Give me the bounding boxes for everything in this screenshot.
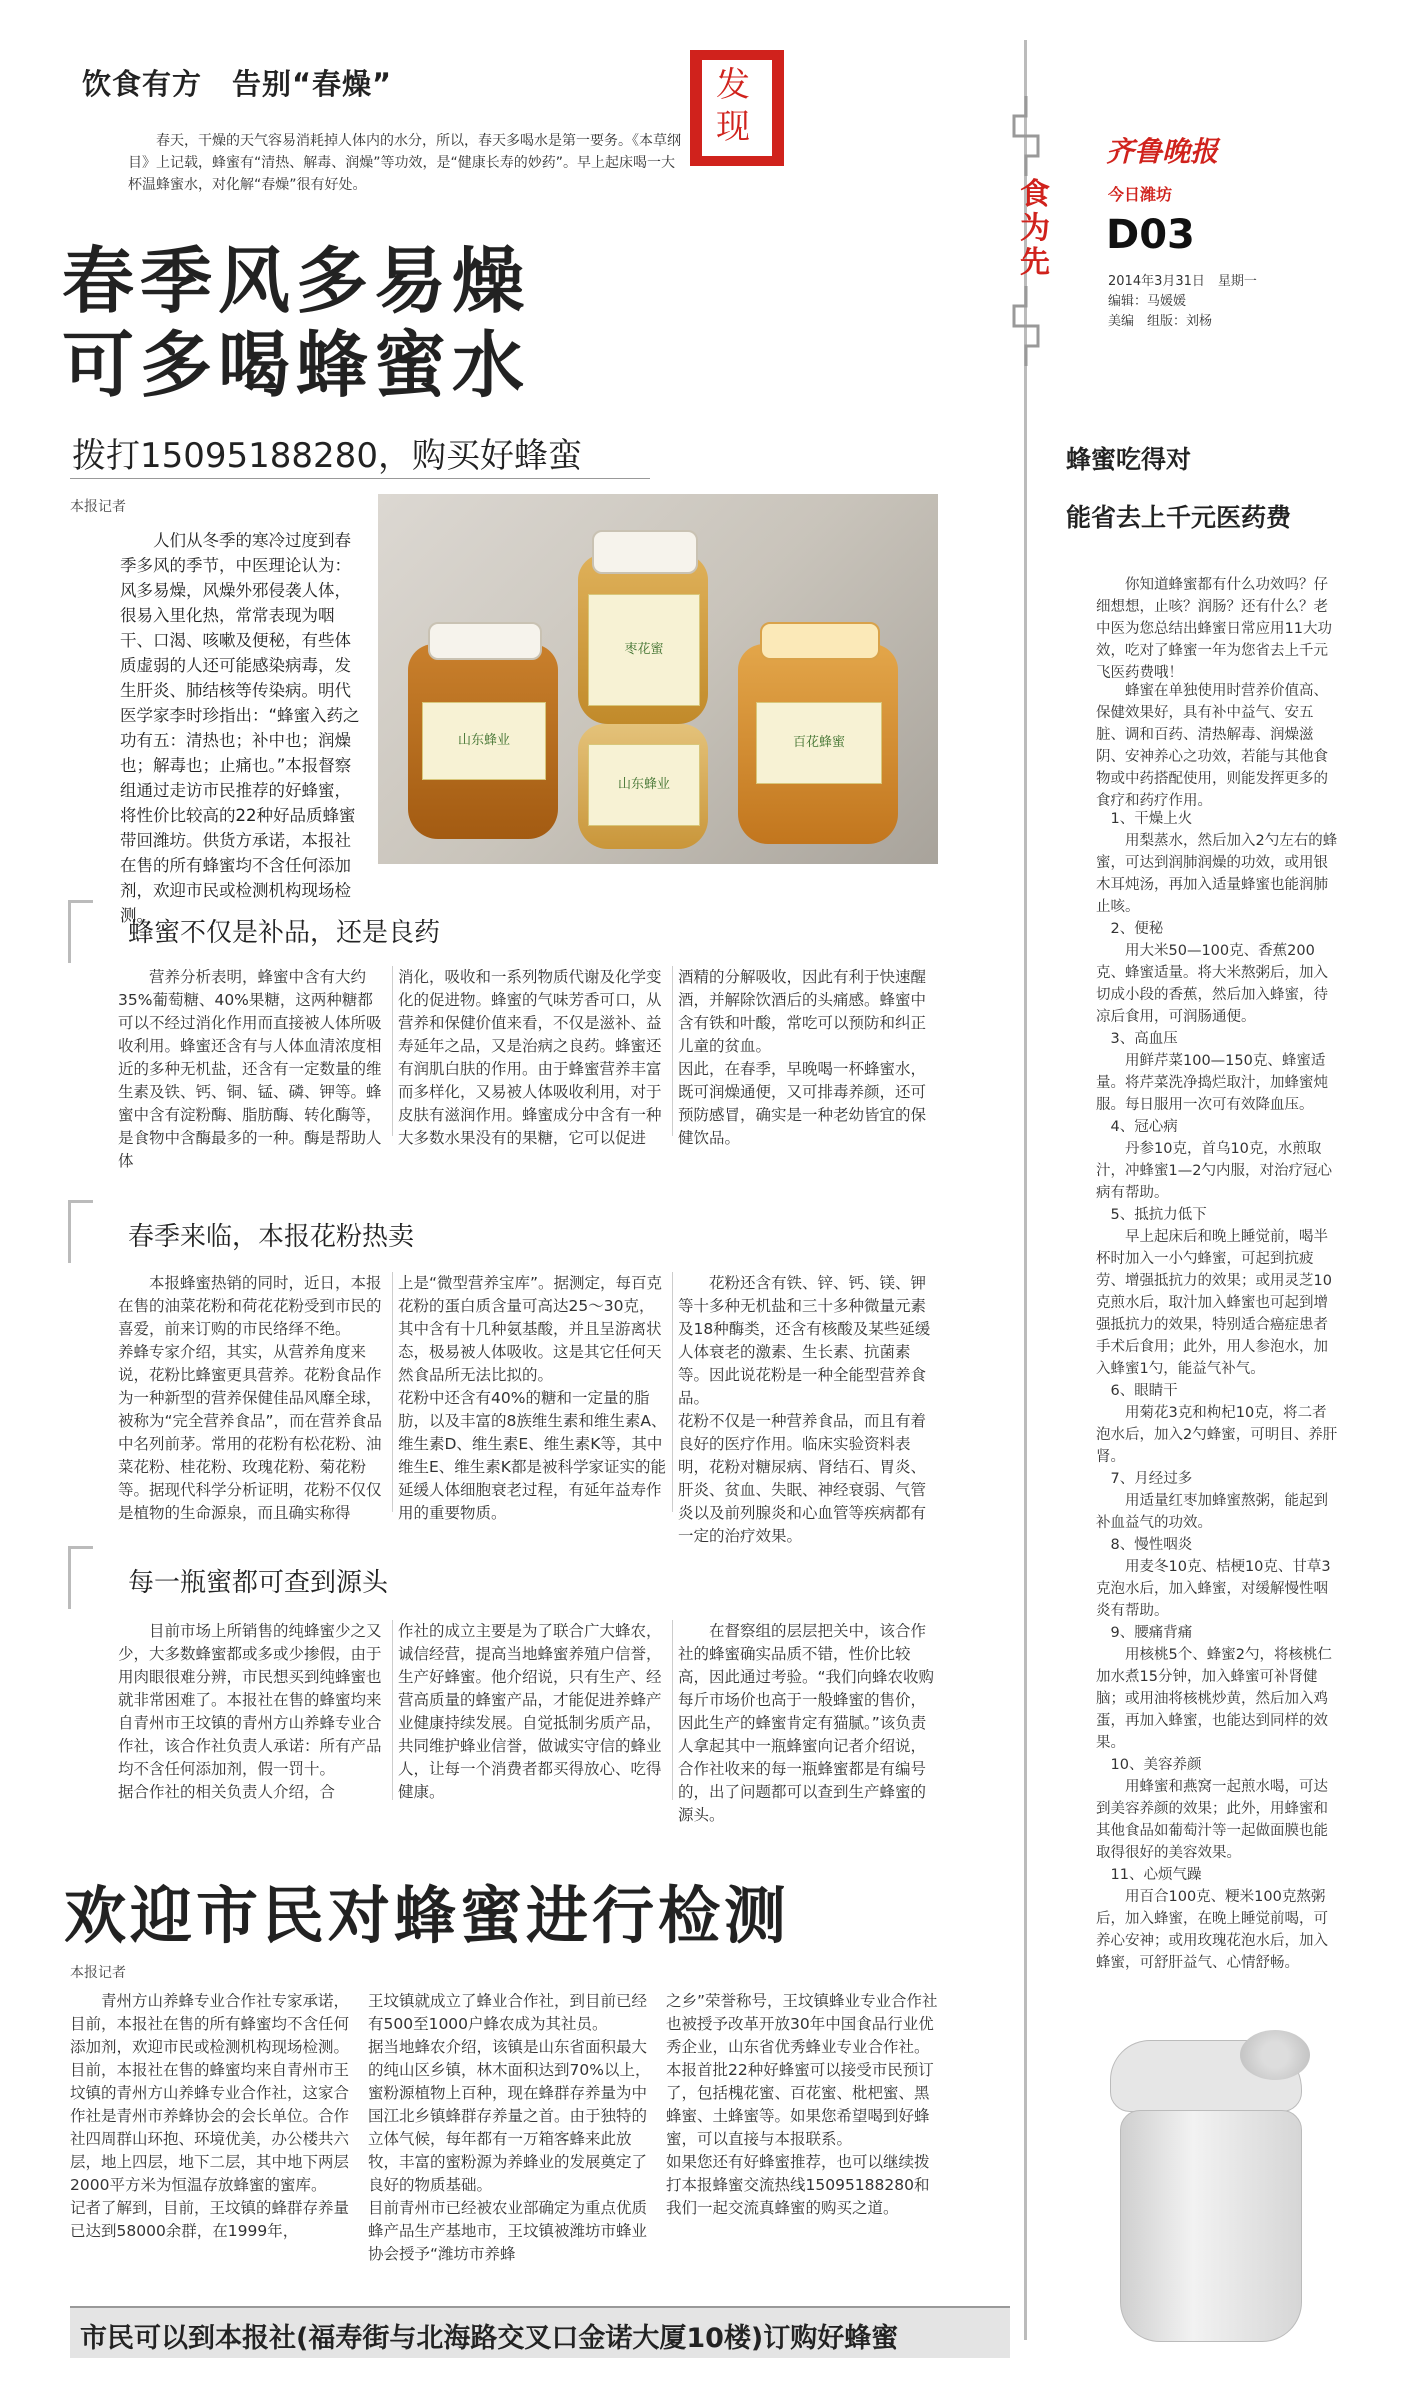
- footer-banner: [70, 2306, 1010, 2358]
- honey-product-photo: [378, 494, 938, 864]
- remedy-text: 用大米50—100克、香蕉200克、蜂蜜适量。将大米熬粥后，加入切成小段的香蕉，然后加入蜂蜜，待凉后食用，可润肠通便。: [1096, 943, 1328, 1025]
- kicker-title: 饮食有方 告别“春燥”: [82, 67, 393, 101]
- section1-col1-text: 营养分析表明，蜂蜜中含有大约35%葡萄糖、40%果糖，这两种糖都可以不经过消化作用而直接被人体所吸收利用。蜂蜜还含有与人体血清浓度相近的多种无机盐，还含有一定数量的维生素及铁、钙、铜、锰、磷、钾等。蜂蜜中含有淀粉酶、脂肪酶、转化酶等，是食物中含酶最多的一种。酶是帮助人体: [118, 968, 382, 1170]
- headline-line1: 春季风多易燥: [62, 239, 531, 323]
- section2-col2-text: 上是“微型营养宝库”。据测定，每百克花粉的蛋白质含量可高达25～30克，其中含有十几种氨基酸，并且呈游离状态，极易被人体吸收。这是其它任何天然食品所无法比拟的。 花粉中还含有40%的糖和一定量的脂肪，以及丰富的8族维生素和维生素A、维生素D、维生素E、维生素K等，其中维生E、维生素K都是被科学家证实的能延缓人体细胞衰老过程，有延年益寿作用的重要物质。: [398, 1274, 667, 1522]
- sidebar-title-1: 蜂蜜吃得对: [1066, 445, 1192, 474]
- headline-line2: 可多喝蜂蜜水: [62, 323, 531, 407]
- remedy-text: 用麦冬10克、桔梗10克、甘草3克泡水后，加入蜂蜜，对缓解慢性咽炎有帮助。: [1096, 1559, 1331, 1619]
- section2-col2: [398, 1272, 668, 1525]
- lead-text: 人们从冬季的寒冷过度到春季多风的季节，中医理论认为：风多易燥，风燥外邪侵袭人体，很易入里化热，常常表现为咽干、口渴、咳嗽及便秘，有些体质虚弱的人还可能感染病毒，发生肝炎、肺结核等传染病。明代医学家李时珍指出：“蜂蜜入药之功有五：清热也；补中也；润燥也；解毒也；止痛也。”本报督察组通过走访市民推荐的好蜂蜜，将性价比较高的22种好品质蜂蜜带回潍坊。供货方承诺，本报社在售的所有蜂蜜均不含任何添加剂，欢迎市民或检测机构现场检测。: [120, 531, 360, 925]
- remedy-text: 用鲜芹菜100—150克、蜂蜜适量。将芹菜洗净捣烂取汁，加蜂蜜炖服。每日服用一次可有效降血压。: [1096, 1053, 1328, 1113]
- sidebar-title-2: 能省去上千元医药费: [1066, 503, 1292, 532]
- remedy-title: 2、便秘: [1110, 921, 1164, 937]
- remedy-text: 用菊花3克和枸杞10克，将二者泡水后，加入2勺蜂蜜，可明目、养肝肾。: [1096, 1405, 1338, 1465]
- remedy-title: 9、腰痛背痛: [1110, 1625, 1193, 1641]
- remedy-title: 10、美容养颜: [1110, 1757, 1202, 1773]
- jar-label-right: 百花蜂蜜: [756, 702, 882, 784]
- section2-col3-text: 花粉还含有铁、锌、钙、镁、钾等十多种无机盐和三十多种微量元素及18种酶类，还含有核酸及某些延缓人体衰老的激素、生长素、抗菌素等。因此说花粉是一种全能型营养食品。 花粉不仅是一种营养食品，而且有着良好的医疗作用。临床实验资料表明，花粉对糖尿病、肾结石、胃炎、肝炎、贫血、失眠、神经衰弱、气管炎以及前列腺炎和心血管等疾病都有一定的治疗效果。: [678, 1274, 931, 1545]
- remedy-title: 3、高血压: [1110, 1031, 1178, 1047]
- remedy-text: 用蜂蜜和燕窝一起煎水喝，可达到美容养颜的效果；此外，用蜂蜜和其他食品如葡萄汁等一起做面膜也能取得很好的美容效果。: [1096, 1779, 1328, 1861]
- remedy-title: 11、心烦气躁: [1110, 1867, 1202, 1883]
- editor: 编辑：马媛媛: [1108, 294, 1187, 309]
- remedy-title: 4、冠心病: [1110, 1119, 1178, 1135]
- article2-col1-text: 青州方山养蜂专业合作社专家承诺，目前，本报社在售的所有蜂蜜均不含任何添加剂，欢迎市民或检测机构现场检测。 目前，本报社在售的蜂蜜均来自青州市王坟镇的青州方山养蜂专业合作社，这家合作社是青州市养蜂协会的会长单位。合作社四周群山环抱、环境优美，办公楼共六层，地上四层，地下二层，其中地下两层2000平方米为恒温存放蜂蜜的蜜库。 记者了解到，目前，王坟镇的蜂群存养量已达到58000余群，在1999年，: [70, 1992, 350, 2240]
- paper-name: 齐鲁晚报: [1106, 135, 1219, 168]
- section-title-1: 蜂蜜不仅是补品，还是良药: [128, 918, 441, 948]
- section1-col3: [678, 966, 940, 1150]
- section2-col3: [678, 1272, 940, 1548]
- remedy-title: 8、慢性咽炎: [1110, 1537, 1193, 1553]
- stamp-text: 发现: [716, 65, 750, 147]
- section1-col3-text: 酒精的分解吸收，因此有利于快速醒酒，并解除饮酒后的头痛感。蜂蜜中含有铁和叶酸，常吃可以预防和纠正儿童的贫血。 因此，在春季，早晚喝一杯蜂蜜水，既可润燥通便，又可排毒养颜，还可预防感冒，确实是一种老幼皆宜的保健饮品。: [678, 968, 927, 1147]
- section2-col1: [118, 1272, 388, 1525]
- subheadline: 拨打15095188280，购买好蜂蛮: [72, 436, 582, 476]
- section-title-2: 春季来临，本报花粉热卖: [128, 1222, 415, 1252]
- section3-col1-text: 目前市场上所销售的纯蜂蜜少之又少，大多数蜂蜜都或多或少掺假，由于用肉眼很难分辨，市民想买到纯蜂蜜也就非常困难了。本报社在售的蜂蜜均来自青州市王坟镇的青州方山养蜂专业合作社，该合作社负责人承诺：所有产品均不含任何添加剂，假一罚十。 据合作社的相关负责人介绍，合: [118, 1622, 382, 1801]
- remedy-title: 1、干燥上火: [1110, 811, 1193, 827]
- sidebar-remedy-list: [1096, 808, 1341, 1974]
- honey-jar-illustration: [1090, 2030, 1330, 2350]
- remedy-text: 用核桃5个、蜂蜜2勺，将核桃仁加水煮15分钟，加入蜂蜜可补肾健脑；或用油将核桃炒黄，然后加入鸡蛋，再加入蜂蜜，也能达到同样的效果。: [1096, 1647, 1332, 1751]
- jar-label-center: 枣花蜜: [588, 594, 700, 706]
- remedy-text: 丹参10克，首乌10克，水煎取汁，冲蜂蜜1—2勺内服，对治疗冠心病有帮助。: [1096, 1141, 1332, 1201]
- intro-paragraph: 春天，干燥的天气容易消耗掉人体内的水分，所以，春天多喝水是第一要务。《本草纲目》上记载，蜂蜜有“清热、解毒、润燥”等功效，是“健康长寿的妙药”。早上起床喝一大杯温蜂蜜水，对化解“春燥”很有好处。: [128, 133, 681, 193]
- article2-col1: [70, 1990, 358, 2243]
- jar-label-center-bottom: 山东蜂业: [588, 744, 700, 826]
- section3-col3-text: 在督察组的层层把关中，该合作社的蜂蜜确实品质不错，性价比较高，因此通过考验。“我们向蜂农收购每斤市场价也高于一般蜂蜜的售价，因此生产的蜂蜜肯定有猫腻。”该负责人拿起其中一瓶蜂蜜向记者介绍说，合作社收来的每一瓶蜂蜜都是有编号的，出了问题都可以查到生产蜂蜜的源头。: [678, 1622, 935, 1824]
- section3-col3: [678, 1620, 940, 1827]
- remedy-text: 用适量红枣加蜂蜜熬粥，能起到补血益气的功效。: [1096, 1493, 1328, 1531]
- section-title-3: 每一瓶蜜都可查到源头: [128, 1568, 389, 1598]
- article2-col2-text: 王坟镇就成立了蜂业合作社，到目前已经有500至1000户蜂农成为其社员。 据当地蜂农介绍，该镇是山东省面积最大的纯山区乡镇，林木面积达到70%以上，蜜粉源植物上百种，现在蜂群存养量为中国江北乡镇蜂群存养量之首。由于独特的立体气候，每年都有一万箱客蜂来此放牧，丰富的蜜粉源为养蜂业的发展奠定了良好的物质基础。 目前青州市已经被农业部确定为重点优质蜂产品生产基地市，王坟镇被潍坊市蜂业协会授予“潍坊市养蜂: [368, 1992, 651, 2263]
- remedy-title: 7、月经过多: [1110, 1471, 1193, 1487]
- section1-col1: [118, 966, 388, 1173]
- section3-col2: [398, 1620, 668, 1804]
- article2-col3-text: 之乡”荣誉称号，王坟镇蜂业专业合作社也被授予改革开放30年中国食品行业优秀企业，山东省优秀蜂业专业合作社。 本报首批22种好蜂蜜可以接受市民预订了，包括槐花蜜、百花蜜、枇杷蜜、黑蜂蜜、土蜂蜜等。如果您希望喝到好蜂蜜，可以直接与本报联系。 如果您还有好蜂蜜推荐，也可以继续拨打本报蜂蜜交流热线15095188280和我们一起交流真蜂蜜的购买之道。: [666, 1992, 938, 2217]
- sidebar-intro-2: 蜂蜜在单独使用时营养价值高、保健效果好，具有补中益气、安五脏、调和百药、清热解毒、润燥滋阴、安神养心之功效，若能与其他食物或中药搭配使用，则能发挥更多的食疗和药疗作用。: [1096, 683, 1328, 809]
- issue-date: 2014年3月31日 星期一: [1108, 274, 1257, 289]
- remedy-text: 早上起床后和晚上睡觉前，喝半杯时加入一小勺蜂蜜，可起到抗疲劳、增强抵抗力的效果；或用灵芝10克煎水后，取汁加入蜂蜜也可起到增强抵抗力的效果，特别适合癌症患者手术后食用；此外，用人参泡水，加入蜂蜜1勺，能益气补气。: [1096, 1229, 1332, 1377]
- column-name: 食为先: [1020, 177, 1050, 280]
- remedy-text: 用百合100克、粳米100克熬粥后，加入蜂蜜，在晚上睡觉前喝，可养心安神；或用玫瑰花泡水后，加入蜂蜜，可舒肝益气、心情舒畅。: [1096, 1889, 1328, 1971]
- article2-col3: [666, 1990, 940, 2220]
- section1-col2: [398, 966, 668, 1150]
- section3-col1: [118, 1620, 388, 1804]
- section2-col1-text: 本报蜂蜜热销的同时，近日，本报在售的油菜花粉和荷花花粉受到市民的喜爱，前来订购的市民络绎不绝。 养蜂专家介绍，其实，从营养角度来说，花粉比蜂蜜更具营养。花粉食品作为一种新型的营养保健佳品风靡全球，被称为“完全营养食品”，而在营养食品中名列前茅。常用的花粉有松花粉、油菜花粉、桂花粉、玫瑰花粉、菊花粉等。据现代科学分析证明，花粉不仅仅是植物的生命源泉，而且确实称得: [118, 1274, 383, 1522]
- article2-col2: [368, 1990, 656, 2266]
- remedy-title: 5、抵抗力低下: [1110, 1207, 1207, 1223]
- sidebar-intro-1: 你知道蜂蜜都有什么功效吗？仔细想想，止咳？润肠？还有什么？老中医为您总结出蜂蜜日常应用11大功效，吃对了蜂蜜一年为您省去上千元飞医药费哦！: [1096, 577, 1332, 681]
- byline-2: 本报记者: [70, 1965, 126, 1981]
- page-number: D03: [1106, 212, 1195, 258]
- edition: 今日潍坊: [1108, 185, 1173, 204]
- headline-article2: 欢迎市民对蜂蜜进行检测: [64, 1879, 791, 1952]
- section1-col2-text: 消化，吸收和一系列物质代谢及化学变化的促进物。蜂蜜的气味芳香可口，从营养和保健价值来看，不仅是滋补、益寿延年之品，又是治病之良药。蜂蜜还有润肌白肤的作用。由于蜂蜜营养丰富而多样化，又易被人体吸收利用，对于皮肤有滋润作用。蜂蜜成分中含有一种大多数水果没有的果糖，它可以促进: [398, 968, 662, 1147]
- footer-banner-text: 市民可以到本报社(福寿街与北海路交叉口金诺大厦10楼)订购好蜂蜜: [80, 2323, 899, 2354]
- designer: 美编 组版：刘杨: [1108, 314, 1213, 329]
- lead-paragraph: [120, 528, 365, 928]
- remedy-text: 用梨蒸水，然后加入2勺左右的蜂蜜，可达到润肺润燥的功效，或用银木耳炖汤，再加入适量蜂蜜也能润肺止咳。: [1096, 833, 1338, 915]
- jar-label-left: 山东蜂业: [422, 702, 546, 780]
- remedy-title: 6、眼睛干: [1110, 1383, 1178, 1399]
- section3-col2-text: 作社的成立主要是为了联合广大蜂农，诚信经营，提高当地蜂蜜养殖户信誉，生产好蜂蜜。他介绍说，只有生产、经营高质量的蜂蜜产品，才能促进养蜂产业健康持续发展。自觉抵制劣质产品，共同维护蜂业信誉，做诚实守信的蜂业人，让每一个消费者都买得放心、吃得健康。: [398, 1622, 662, 1801]
- discovery-stamp: [690, 50, 784, 166]
- byline-1: 本报记者: [70, 499, 126, 515]
